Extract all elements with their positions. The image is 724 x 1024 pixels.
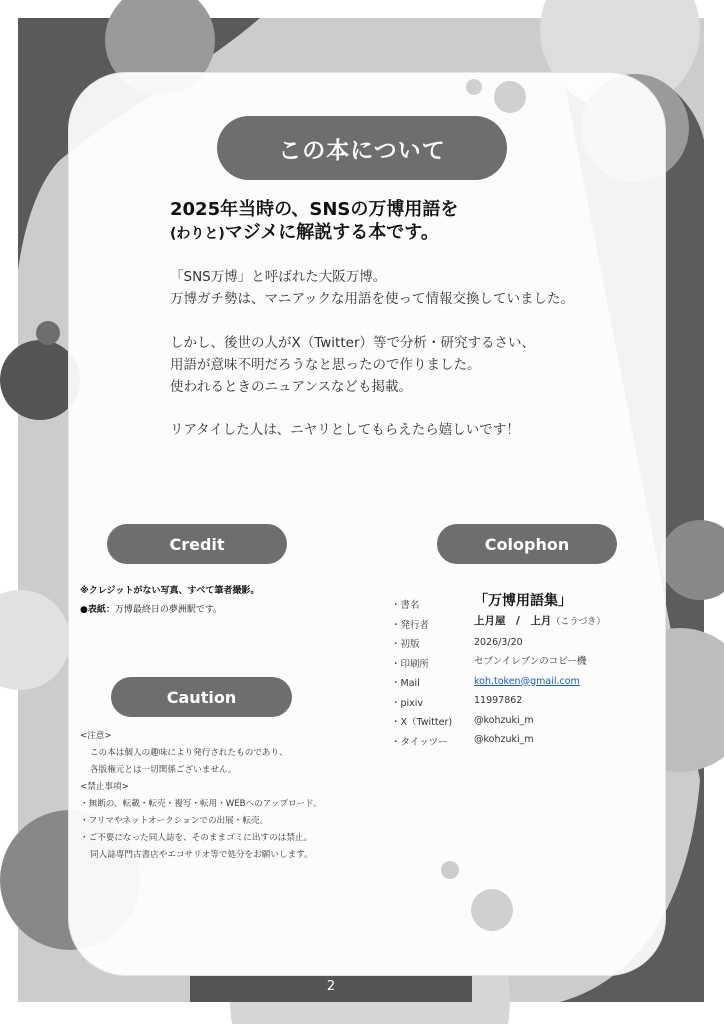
colophon-label: ・書名 xyxy=(391,600,420,611)
credit-cover-label: ●表紙： xyxy=(80,605,115,615)
small-dot xyxy=(471,889,513,931)
taittsu-handle: @kohzuki_m xyxy=(474,734,534,745)
intro-line: 使われるときのニュアンスなども掲載。 xyxy=(170,379,413,395)
credit-cover xyxy=(80,602,222,615)
intro-line: しかし、後世の人がX（Twitter）等で分析・研究するさい、 xyxy=(170,335,535,351)
credit-cover-text: 万博最終日の夢洲駅です。 xyxy=(114,605,223,615)
colophon-label: ・発行者 xyxy=(391,619,430,631)
caution-line: 各版権元とは一切関係ございません。 xyxy=(90,765,237,775)
caution-line: ・無断の、転載・転売・複写・転用・WEBへのアップロード。 xyxy=(80,799,322,809)
page-number: 2 xyxy=(326,979,336,994)
caution-line: 同人誌専門古書店やエコサリオ等で処分をお願いします。 xyxy=(90,850,313,860)
small-dot xyxy=(494,81,526,113)
intro-paragraph-1 xyxy=(170,266,574,310)
publisher-name: 上月屋 / 上月 xyxy=(474,615,552,627)
headline-line-2-text: マジメに解説する本です。 xyxy=(224,222,439,243)
headline xyxy=(170,198,458,246)
caution-line: ・フリマやネットオークションでの出展・転売。 xyxy=(80,816,269,826)
intro-line: 万博ガチ勢は、マニアックな用語を使って情報交換していました。 xyxy=(170,291,575,307)
pixiv-id: 11997862 xyxy=(474,695,523,706)
intro-line: 用語が意味不明だろうなと思ったので作りました。 xyxy=(170,357,481,373)
credit-note: ※クレジットがない写真、すべて筆者撮影。 xyxy=(80,586,260,596)
colophon-label: ・印刷所 xyxy=(391,658,430,670)
first-edition: 2026/3/20 xyxy=(474,636,523,648)
intro-paragraph-2 xyxy=(170,332,535,398)
credit-heading: Credit xyxy=(107,524,287,564)
page-title: この本について xyxy=(217,116,507,180)
small-dot xyxy=(441,861,459,879)
caution-text xyxy=(80,728,322,864)
caution-line: <禁止事項> xyxy=(80,782,129,792)
headline-prefix: (わりと) xyxy=(170,226,225,242)
mail-link[interactable]: koh.token@gmail.com xyxy=(474,675,580,687)
colophon-label: ・タイッツー xyxy=(391,736,448,748)
caution-heading: Caution xyxy=(111,677,292,717)
headline-line-2 xyxy=(170,221,458,246)
intro-paragraph-3 xyxy=(170,419,520,441)
colophon-values xyxy=(474,612,605,750)
caution-line: この本は個人の趣味により発行されたものであり、 xyxy=(90,748,288,758)
x-twitter-handle: @kohzuki_m xyxy=(474,714,534,726)
book-title: 「万博用語集」 xyxy=(474,593,572,609)
publisher xyxy=(474,612,605,633)
colophon-labels xyxy=(391,596,452,752)
colophon-label: ・pixiv xyxy=(391,697,424,709)
caution-line: <注意> xyxy=(80,731,112,741)
intro-line: リアタイした人は、ニヤリとしてもらえたら嬉しいです！ xyxy=(170,422,520,438)
colophon-label: ・Mail xyxy=(391,678,420,689)
printer: セブンイレブンのコピー機 xyxy=(474,656,587,667)
headline-line-1: 2025年当時の、SNSの万博用語を xyxy=(170,199,459,220)
colophon-heading: Colophon xyxy=(437,524,617,564)
colophon-label: ・X（Twitter) xyxy=(391,717,453,728)
intro-line: 「SNS万博」と呼ばれた大阪万博。 xyxy=(170,269,387,285)
colophon-label: ・初版 xyxy=(391,639,420,650)
publisher-reading: （こうづき） xyxy=(551,617,606,627)
caution-line: ・ご不要になった同人誌を、そのままゴミに出すのは禁止。 xyxy=(80,833,313,843)
small-dot xyxy=(466,79,482,95)
